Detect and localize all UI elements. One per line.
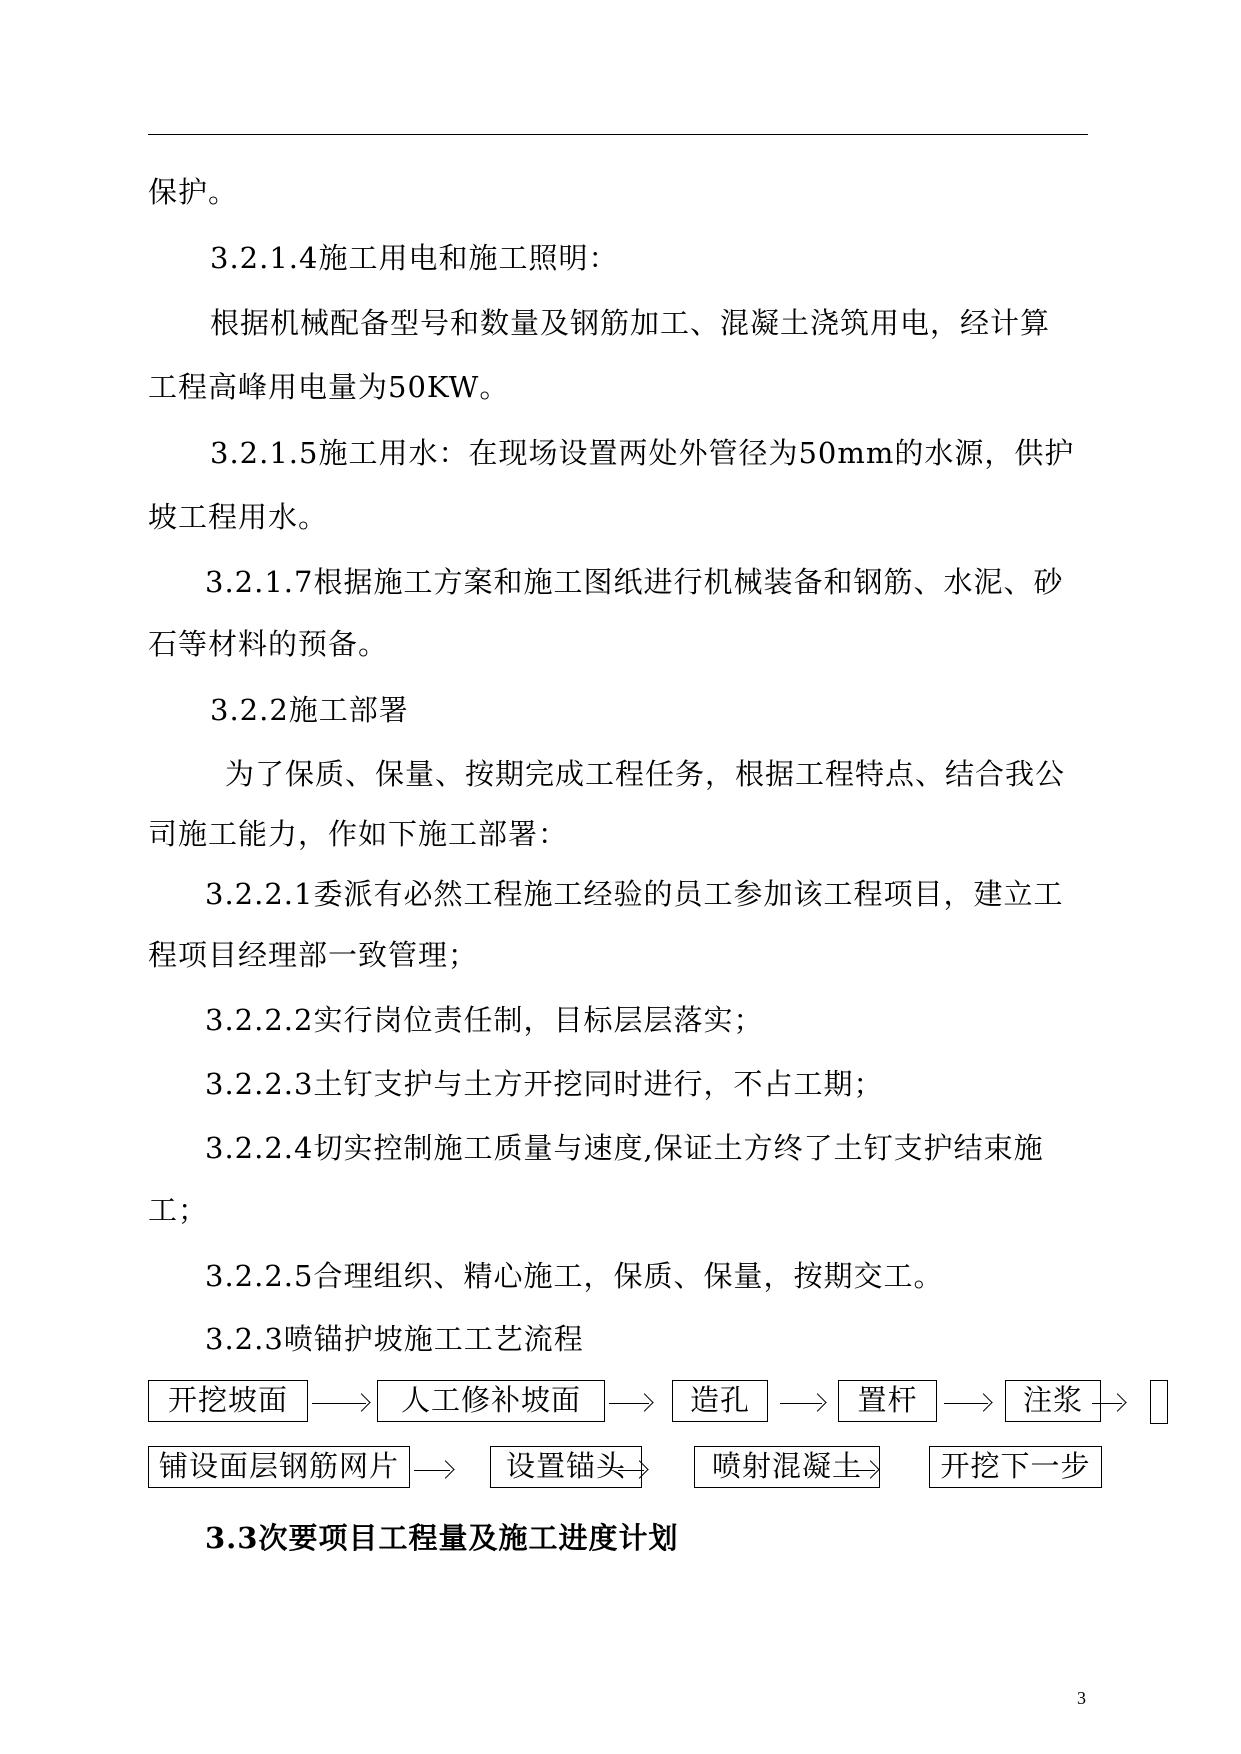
paragraph-line: 3.2.2.5合理组织、精心施工，保质、保量，按期交工。 <box>205 1259 944 1293</box>
flow-arrow <box>618 1470 644 1471</box>
paragraph-line: 保护。 <box>148 175 239 209</box>
paragraph-line: 石等材料的预备。 <box>148 627 389 661</box>
paragraph-line: 坡工程用水。 <box>148 500 329 534</box>
flow-step-manual-repair: 人工修补坡面 <box>377 1380 605 1422</box>
paragraph-line: 3.2.3喷锚护坡施工工艺流程 <box>205 1322 584 1356</box>
paragraph-line: 3.2.1.7根据施工方案和施工图纸进行机械装备和钢筋、水泥、砂 <box>205 565 1064 599</box>
flow-step-next-excavation: 开挖下一步 <box>929 1446 1102 1488</box>
paragraph-line: 程项目经理部一致管理； <box>148 938 479 972</box>
paragraph-line: 3.2.1.5施工用水：在现场设置两处外管径为50mm的水源，供护 <box>210 436 1075 470</box>
paragraph-line: 3.2.1.4施工用电和施工照明： <box>210 241 619 275</box>
paragraph-line: 为了保质、保量、按期完成工程任务，根据工程特点、结合我公 <box>225 757 1066 791</box>
flow-step-set-anchor-head: 设置锚头 <box>490 1446 642 1488</box>
flow-arrow <box>845 1470 875 1471</box>
flow-step-drill-hole: 造孔 <box>672 1380 768 1422</box>
flow-step-spray-concrete: 喷射混凝土 <box>694 1446 880 1488</box>
flow-arrow <box>1092 1403 1122 1404</box>
flow-step-place-rod: 置杆 <box>838 1380 937 1422</box>
flow-arrow <box>414 1470 450 1471</box>
section-heading: 3.3次要项目工程量及施工进度计划 <box>205 1521 679 1555</box>
paragraph-line: 3.2.2.1委派有必然工程施工经验的员工参加该工程项目，建立工 <box>205 877 1064 911</box>
paragraph-line: 工； <box>148 1193 209 1227</box>
flow-arrow <box>312 1403 366 1404</box>
flow-arrow <box>780 1403 822 1404</box>
paragraph-line: 工程高峰用电量为50KW。 <box>148 370 510 404</box>
paragraph-line: 3.2.2施工部署 <box>210 693 409 727</box>
paragraph-line: 根据机械配备型号和数量及钢筋加工、混凝土浇筑用电，经计算 <box>210 306 1051 340</box>
paragraph-line: 3.2.2.3土钉支护与土方开挖同时进行，不占工期； <box>205 1067 884 1101</box>
header-rule <box>148 134 1088 135</box>
paragraph-line: 3.2.2.4切实控制施工质量与速度,保证土方终了土钉支护结束施 <box>205 1131 1044 1165</box>
paragraph-line: 司施工能力，作如下施工部署： <box>148 817 569 851</box>
flow-step-lay-mesh: 铺设面层钢筋网片 <box>148 1446 410 1488</box>
flow-step-excavate-slope: 开挖坡面 <box>148 1380 308 1422</box>
page-number: 3 <box>1077 1688 1086 1708</box>
paragraph-line: 3.2.2.2实行岗位责任制，目标层层落实； <box>205 1003 764 1037</box>
flow-step-grouting: 注浆 <box>1005 1380 1101 1422</box>
flow-arrow <box>609 1403 649 1404</box>
flow-arrow <box>944 1403 988 1404</box>
flow-continuation-box <box>1150 1380 1168 1424</box>
